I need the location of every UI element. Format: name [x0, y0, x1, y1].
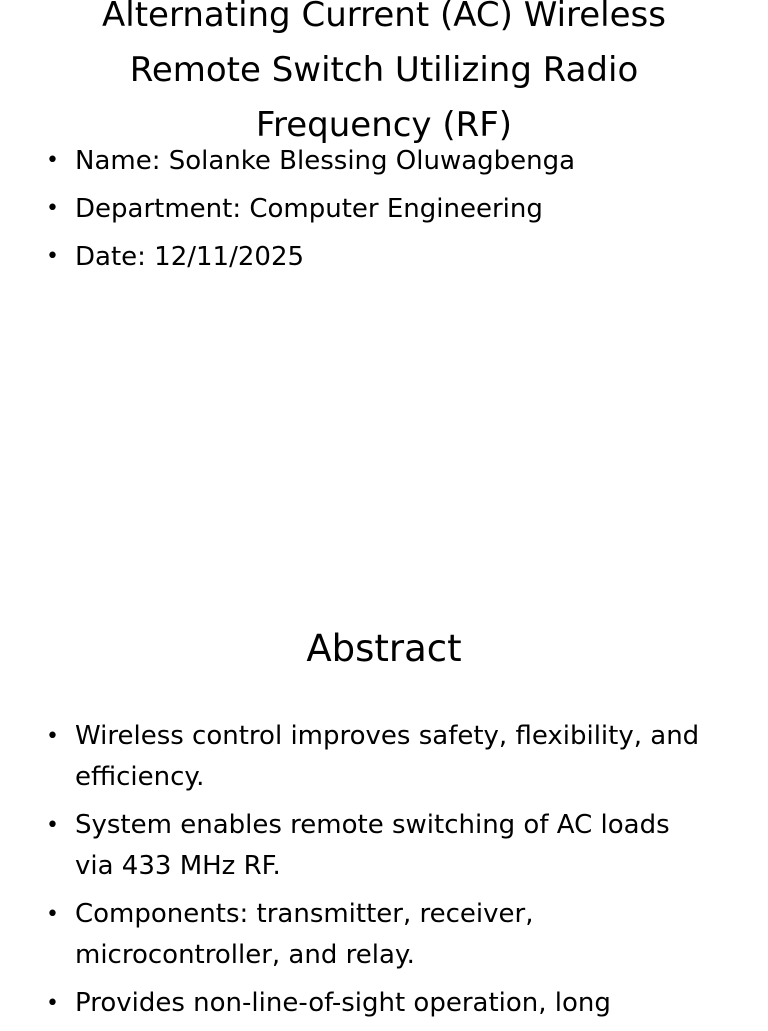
abstract-heading: Abstract [306, 627, 462, 670]
bullet-icon: • [46, 902, 59, 927]
list-item [46, 716, 706, 798]
item-text: Components: transmitter, receiver, microcontroller, and relay. [75, 899, 534, 970]
item-text: System enables remote switching of AC loads via 433 MHz RF. [75, 810, 670, 881]
list-item [46, 894, 706, 976]
bullet-icon: • [46, 724, 59, 749]
abstract-list [46, 716, 706, 1031]
list-item-date [46, 237, 706, 277]
item-text: Department: Computer Engineering [75, 194, 543, 224]
bullet-icon: • [46, 244, 59, 269]
list-item-name [46, 141, 706, 181]
item-text: Name: Solanke Blessing Oluwagbenga [75, 146, 576, 176]
bullet-icon: • [46, 196, 59, 221]
bullet-icon: • [46, 813, 59, 838]
intro-list [46, 141, 706, 285]
item-text: Provides non-line-of-sight operation, long [75, 988, 611, 1018]
bullet-icon: • [46, 991, 59, 1016]
list-item [46, 983, 706, 1024]
list-item-department [46, 189, 706, 229]
bullet-icon: • [46, 148, 59, 173]
list-item [46, 805, 706, 887]
item-text: Date: 12/11/2025 [75, 242, 305, 272]
slide-title: Alternating Current (AC) Wireless Remote Switch Utilizing Radio Frequency (RF) [102, 0, 666, 145]
item-text: Wireless control improves safety, flexibility, and efficiency. [75, 721, 700, 792]
